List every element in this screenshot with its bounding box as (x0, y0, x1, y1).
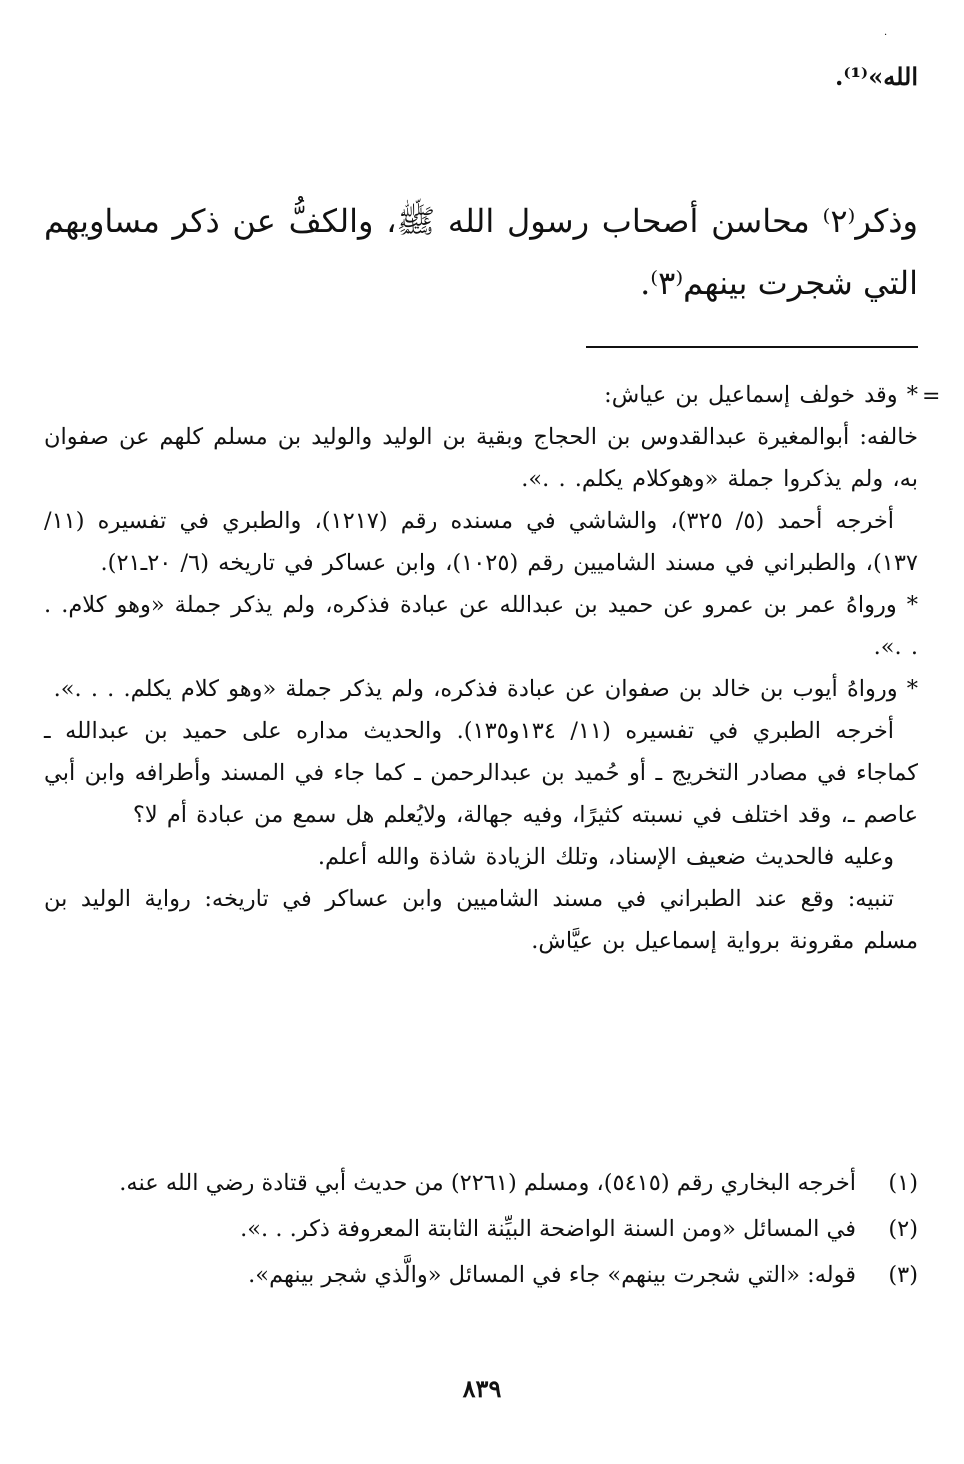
commentary-line: * ورواهُ أيوب بن خالد بن صفوان عن عبادة فذكره، ولم يذكر جملة «وهو كلام يكلم. . . .». (53, 676, 918, 702)
commentary-line: * ورواهُ عمر بن عمرو عن حميد بن عبدالله عن عبادة فذكره، ولم يذكر جملة «وهو كلام. . . .». (44, 592, 918, 660)
footnote (44, 1162, 918, 1204)
footnote (44, 1254, 918, 1296)
commentary-line: أخرجه أحمد (٥/ ٣٢٥)، والشاشي في مسنده رقم (١٢١٧)، والطبري في تفسيره (١١/ ١٣٧)، والطبراني في مسند الشاميين رقم (١٠٢٥)، وابن عساكر في تاريخه (٦/ ٢٠ـ٢١). (44, 508, 918, 576)
footnote (44, 1208, 918, 1250)
main-paragraph: وذكر⁽٢⁾ محاسن أصحاب رسول الله ﷺ، والكفُّ عن ذكر مساويهم التي شجرت بينهم⁽٣⁾. (44, 202, 918, 302)
commentary-block (44, 374, 918, 962)
page-number: ٨٣٩ (462, 1374, 502, 1403)
footnote-number: (١) (888, 1170, 918, 1196)
speck-mark: · (884, 30, 888, 41)
commentary-line: أخرجه الطبري في تفسيره (١١/ ١٣٤و١٣٥). والحديث مداره على حميد بن عبدالله ـ كماجاء في مصادر التخريج ـ أو حُميد بن عبدالرحمن ـ كما جاء في المسند وأطرافه وابن أبي عاصم ـ، وقد اختلف في نسبته كثيرًا، وفيه جهالة، ولايُعلم هل سمع من عبادة أم لا؟ (44, 718, 918, 828)
commentary-line: تنبيه: وقع عند الطبراني في مسند الشاميين وابن عساكر في تاريخه: رواية الوليد بن مسلم مقرونة برواية إسماعيل بن عيَّاش. (44, 886, 918, 954)
continuation-mark: = (922, 384, 941, 409)
footnote-text: أخرجه البخاري رقم (٥٤١٥)، ومسلم (٢٢٦١) من حديث أبي قتادة رضي الله عنه. (119, 1170, 856, 1196)
footnote-text: قوله: «التي شجرت بينهم» جاء في المسائل «والَّذي شجر بينهم». (248, 1262, 856, 1288)
footnotes-list (44, 1162, 918, 1300)
continued-text-fragment: الله»⁽¹⁾. (835, 62, 918, 91)
footnote-text: في المسائل «ومن السنة الواضحة البيِّنة الثابتة المعروفة ذكر. . .». (240, 1216, 856, 1242)
footnote-separator-rule (586, 346, 918, 348)
commentary-line: خالفه: أبوالمغيرة عبدالقدوس بن الحجاج وبقية بن الوليد والوليد بن مسلم كلهم عن صفوان به، ولم يذكروا جملة «وهوكلام يكلم. . .». (44, 424, 918, 492)
commentary-line: وعليه فالحديث ضعيف الإسناد، وتلك الزيادة شاذة والله أعلم. (317, 844, 894, 870)
commentary-line: * وقد خولف إسماعيل بن عياش: (604, 382, 918, 408)
footnote-number: (٢) (888, 1216, 918, 1242)
footnote-number: (٣) (888, 1262, 918, 1288)
